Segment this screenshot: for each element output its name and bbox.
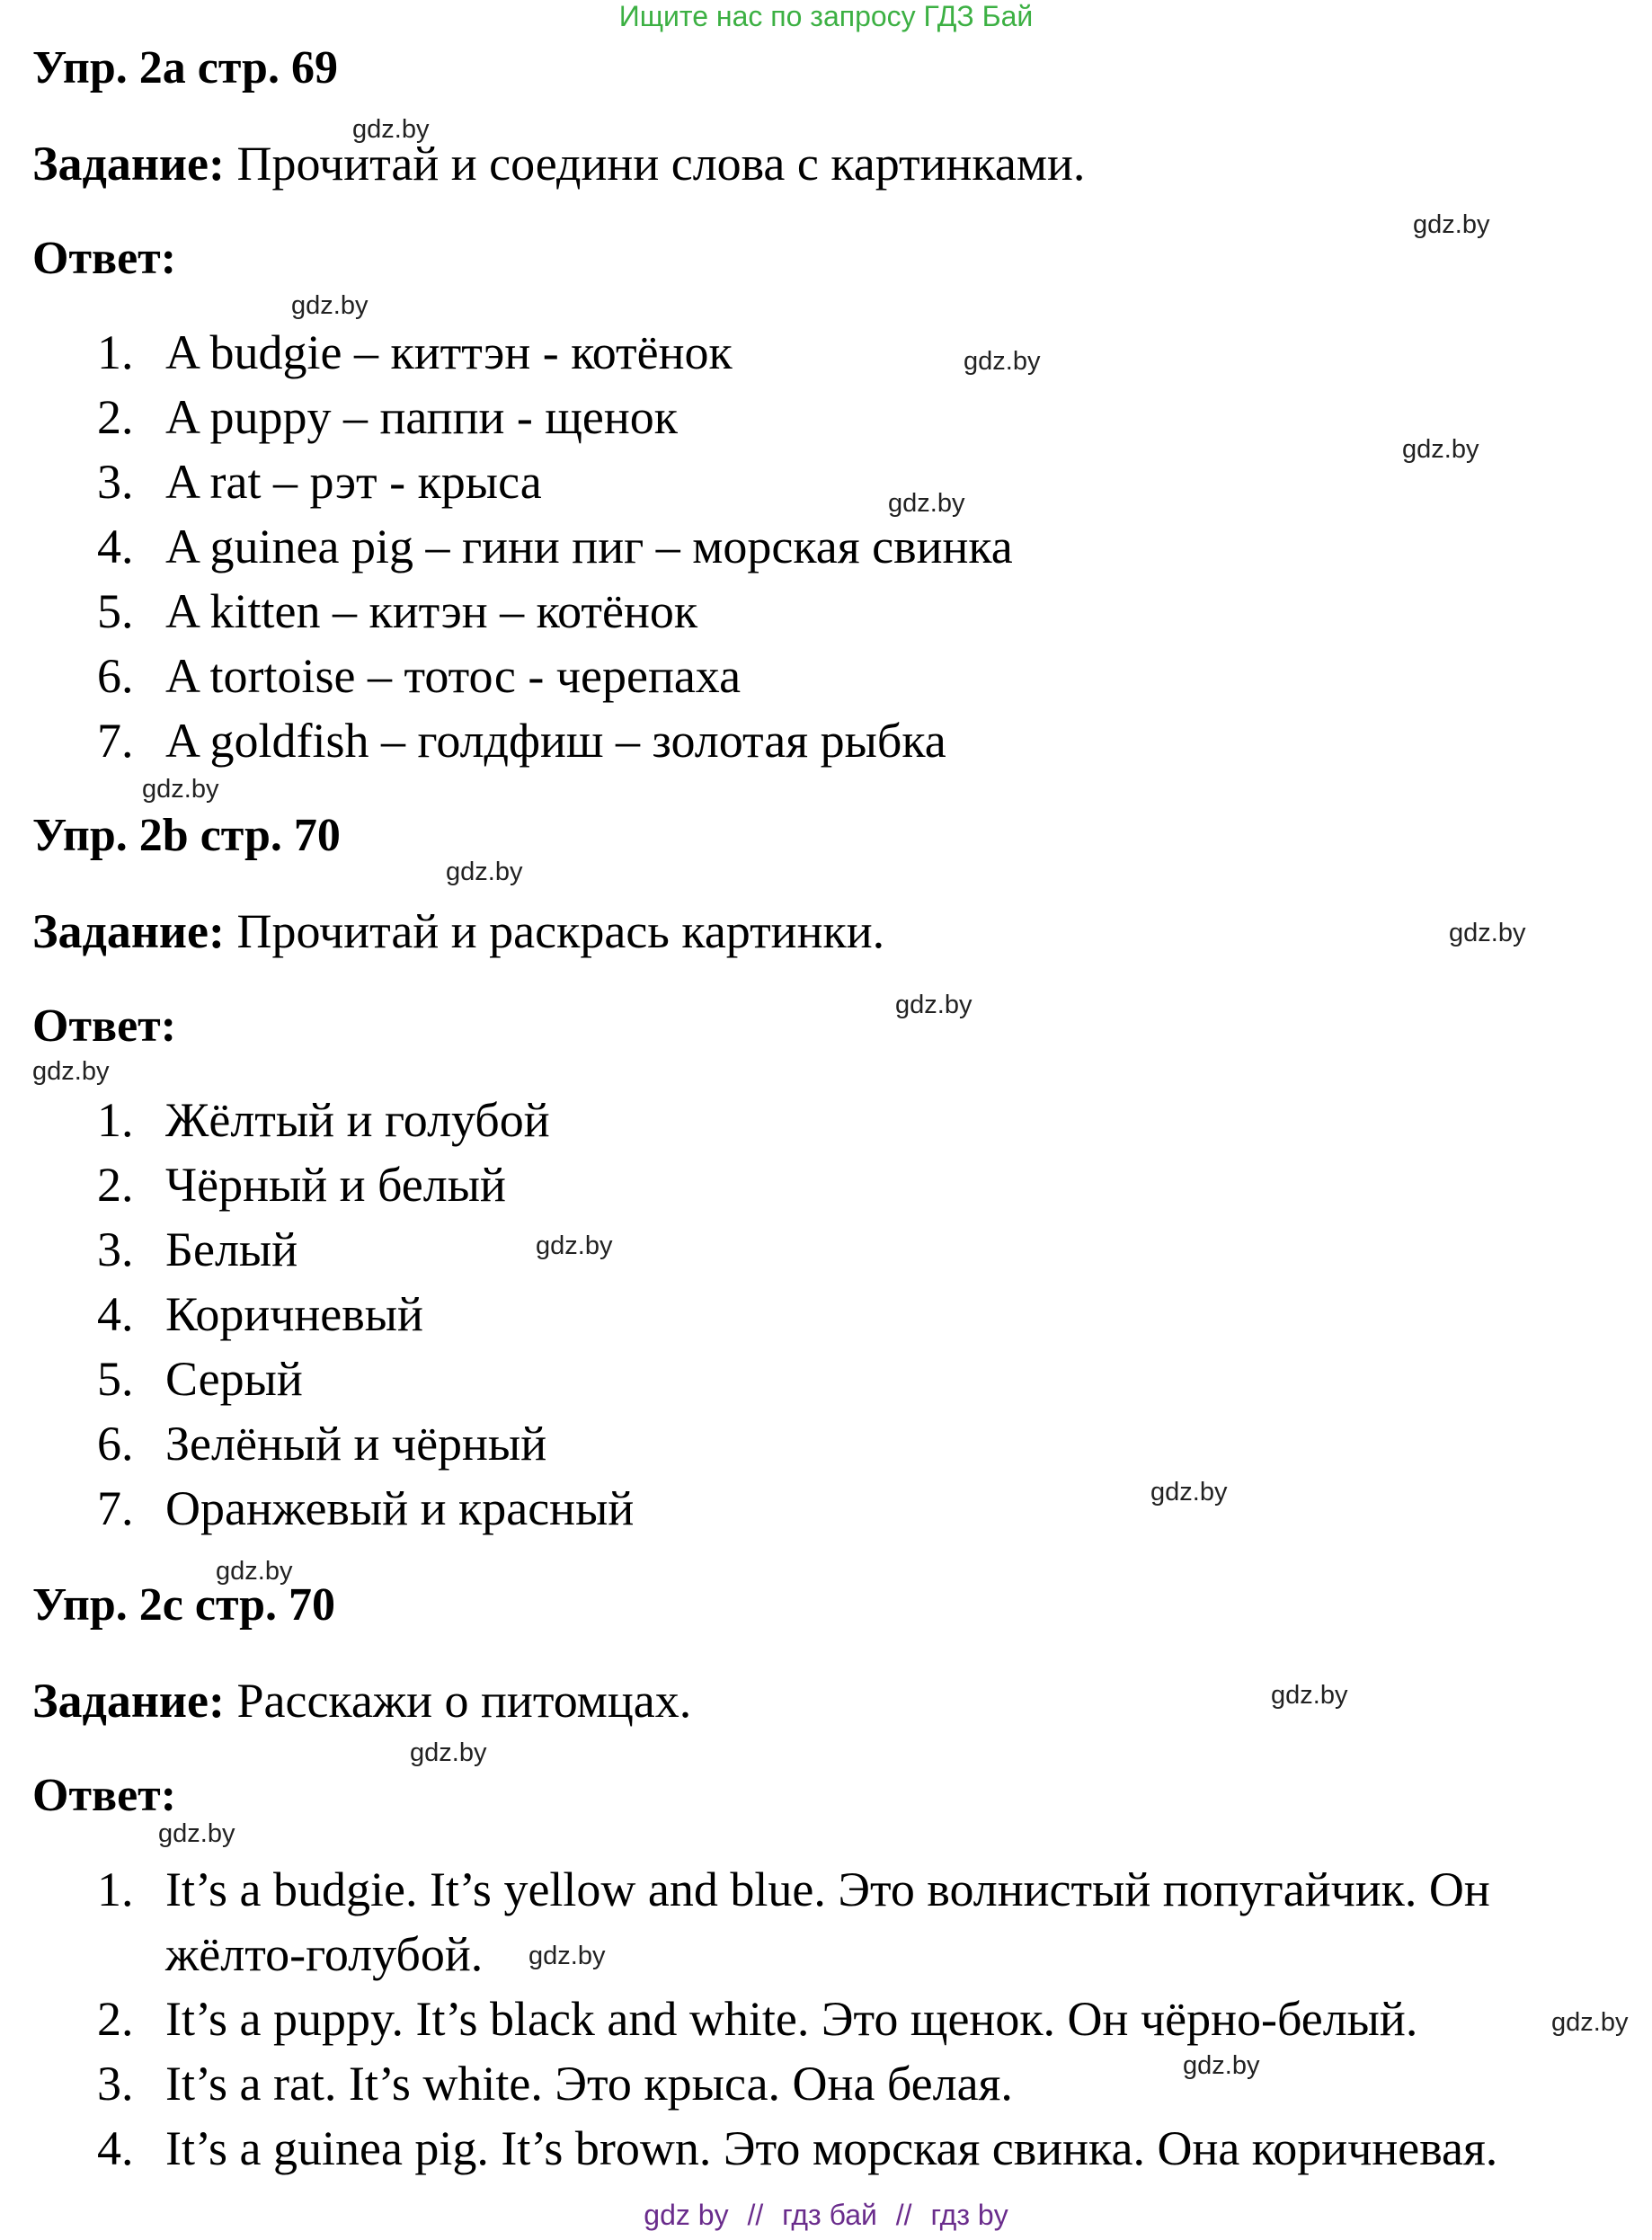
watermark: gdz.by (888, 489, 965, 518)
list-item (97, 325, 733, 379)
item-number: 1. (97, 325, 134, 379)
item-text: It’s a budgie. It’s yellow and blue. Это волнистый попугайчик. Он (165, 1862, 1490, 1916)
task-text: Прочитай и раскрась картинки. (236, 904, 885, 958)
task-label: Задание: (32, 1674, 225, 1728)
list-item (97, 2121, 1497, 2175)
watermark: gdz.by (528, 1942, 606, 1970)
item-number: 5. (97, 584, 134, 638)
list-item (97, 649, 741, 703)
item-number: 2. (97, 1158, 134, 1212)
list-item (97, 1352, 303, 1406)
watermark: gdz.by (536, 1231, 613, 1260)
item-text: Чёрный и белый (165, 1158, 506, 1212)
item-text: Серый (165, 1352, 303, 1406)
task-line-2c (32, 1674, 691, 1728)
watermark: gdz.by (410, 1738, 487, 1767)
exercise-heading-2c: Упр. 2c стр. 70 (32, 1579, 336, 1631)
item-number: 4. (97, 520, 134, 573)
watermark: gdz.by (1271, 1681, 1348, 1710)
footer-separator: // (747, 2199, 764, 2231)
watermark: gdz.by (446, 858, 523, 886)
list-item (97, 2057, 1013, 2111)
list-item (97, 1992, 1417, 2046)
watermark: gdz.by (895, 991, 973, 1019)
watermark: gdz.by (1413, 210, 1490, 239)
item-number: 3. (97, 1222, 134, 1276)
footer-link-gdz-by[interactable]: gdz by (644, 2199, 729, 2231)
watermark: gdz.by (1449, 919, 1526, 947)
item-number: 2. (97, 1992, 134, 2046)
list-item (97, 1287, 423, 1341)
item-text: Коричневый (165, 1287, 423, 1341)
footer-link-gdz-by-cyr[interactable]: гдз by (930, 2199, 1008, 2231)
item-number: 3. (97, 455, 134, 509)
item-number: 7. (97, 1481, 134, 1535)
list-item (97, 1222, 298, 1276)
item-number: 1. (97, 1093, 134, 1147)
item-number: 1. (97, 1862, 134, 1916)
watermark: gdz.by (1551, 2008, 1629, 2037)
list-item (97, 714, 946, 768)
item-text: It’s a rat. It’s white. Это крыса. Она белая. (165, 2057, 1013, 2111)
watermark: gdz.by (1183, 2051, 1260, 2080)
item-text: Зелёный и чёрный (165, 1417, 547, 1471)
list-item (97, 584, 697, 638)
list-item (97, 390, 678, 444)
task-text: Прочитай и соедини слова с картинками. (236, 137, 1086, 191)
item-text: A tortoise – тотос - черепаха (165, 649, 742, 703)
exercise-heading-2b: Упр. 2b стр. 70 (32, 810, 341, 861)
list-item (97, 1862, 1490, 1916)
item-number: 6. (97, 649, 134, 703)
task-text: Расскажи о питомцах. (236, 1674, 692, 1728)
item-text: Жёлтый и голубой (165, 1093, 550, 1147)
item-text: A rat – рэт - крыса (165, 455, 542, 509)
list-item (97, 520, 1013, 573)
top-banner: Ищите нас по запросу ГДЗ Бай (618, 0, 1034, 32)
task-line-2a (32, 137, 1085, 191)
item-text: A goldfish – голдфиш – золотая рыбка (165, 714, 946, 768)
item-number: 5. (97, 1352, 134, 1406)
answer-label-2a: Ответ: (32, 233, 177, 284)
task-label: Задание: (32, 137, 225, 191)
list-item (97, 1481, 634, 1535)
item-text: It’s a puppy. It’s black and white. Это щенок. Он чёрно-белый. (165, 1992, 1418, 2046)
item-number: 4. (97, 1287, 134, 1341)
item-text: A puppy – паппи - щенок (165, 390, 679, 444)
item-text: Белый (165, 1222, 298, 1276)
task-label: Задание: (32, 904, 225, 958)
list-item-continuation: жёлто-голубой. (165, 1927, 484, 1981)
exercise-heading-2a: Упр. 2a стр. 69 (32, 42, 338, 93)
footer-link-gdz-bai[interactable]: гдз бай (782, 2199, 877, 2231)
item-text: Оранжевый и красный (165, 1481, 635, 1535)
list-item (97, 455, 542, 509)
watermark: gdz.by (142, 775, 219, 804)
footer-separator: // (895, 2199, 912, 2231)
item-number: 3. (97, 2057, 134, 2111)
list-item (97, 1158, 506, 1212)
task-line-2b (32, 904, 884, 958)
item-number: 6. (97, 1417, 134, 1471)
item-text: It’s a guinea pig. It’s brown. Это морская свинка. Она коричневая. (165, 2121, 1498, 2175)
item-number: 2. (97, 390, 134, 444)
watermark: gdz.by (216, 1557, 293, 1586)
watermark: gdz.by (352, 115, 430, 144)
item-text: A guinea pig – гини пиг – морская свинка (165, 520, 1013, 573)
answer-label-2b: Ответ: (32, 1000, 177, 1052)
watermark: gdz.by (158, 1819, 235, 1848)
answer-label-2c: Ответ: (32, 1770, 177, 1821)
item-text: A kitten – китэн – котёнок (165, 584, 698, 638)
list-item (97, 1093, 550, 1147)
item-text: A budgie – киттэн - котёнок (165, 325, 733, 379)
watermark: gdz.by (32, 1057, 110, 1086)
watermark: gdz.by (1150, 1478, 1228, 1507)
watermark: gdz.by (291, 291, 369, 320)
list-item (97, 1417, 546, 1471)
item-number: 7. (97, 714, 134, 768)
watermark: gdz.by (964, 347, 1041, 376)
watermark: gdz.by (1402, 435, 1479, 464)
footer-links (0, 2197, 1652, 2233)
item-number: 4. (97, 2121, 134, 2175)
